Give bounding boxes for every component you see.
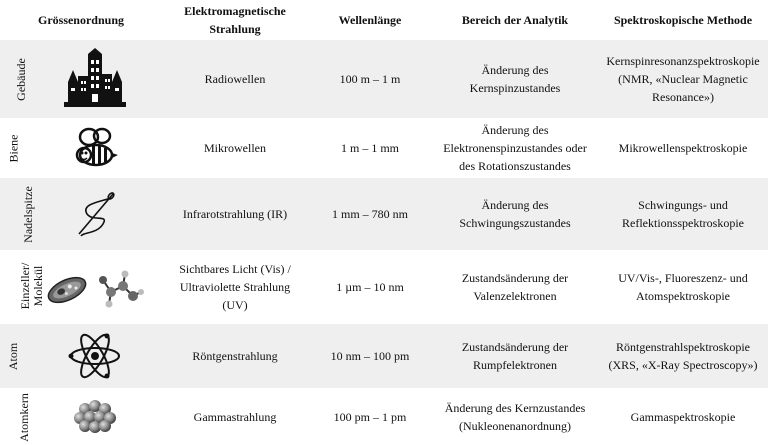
icon-cell (28, 178, 162, 250)
row-label-cell (0, 40, 28, 118)
radiation-cell: Sichtbares Licht (Vis) / Ultraviolette Strahlung (UV) (162, 250, 308, 324)
method-cell: Schwingungs- und Reflektionsspektroskopie (598, 178, 768, 250)
wavelength-cell: 100 pm – 1 pm (308, 388, 432, 445)
row-label: Biene (6, 134, 21, 163)
row-label-cell (0, 324, 28, 388)
icon-cell (28, 118, 162, 178)
radiation-cell: Mikrowellen (162, 118, 308, 178)
icon-cell (28, 40, 162, 118)
building-icon (64, 48, 126, 110)
analytics-cell: Zustandsänderung der Rumpfelektronen (432, 324, 598, 388)
wavelength-cell: 10 nm – 100 pm (308, 324, 432, 388)
icon-cell (28, 388, 162, 445)
wavelength-cell: 1 µm – 10 nm (308, 250, 432, 324)
header-method: Spektroskopische Methode (598, 0, 768, 40)
row-label: Gebäude (13, 58, 28, 101)
table-row (0, 250, 768, 324)
icon-cell (28, 250, 162, 324)
table-row (0, 324, 768, 388)
header-wavelength: Wellenlänge (308, 0, 432, 40)
wavelength-cell: 100 m – 1 m (308, 40, 432, 118)
method-cell: Gammaspektroskopie (598, 388, 768, 445)
method-cell: UV/Vis-, Fluoreszenz- und Atomspektroskopie (598, 250, 768, 324)
header-size-order: Grössenordnung (0, 0, 162, 40)
header-radiation: Elektromagnetische Strahlung (162, 0, 308, 40)
analytics-cell: Änderung des Kernspinzustandes (432, 40, 598, 118)
wavelength-cell: 1 mm – 780 nm (308, 178, 432, 250)
row-label-cell (0, 118, 28, 178)
header-analytics: Bereich der Analytik (432, 0, 598, 40)
analytics-cell: Änderung des Kernzustandes (Nukleonenanordnung) (432, 388, 598, 445)
row-label-cell (0, 178, 35, 250)
row-label: Atom (6, 342, 21, 371)
table-row (0, 178, 768, 250)
cell-molecule-icon (45, 262, 145, 312)
row-label: Nadelspitze (20, 186, 35, 243)
analytics-cell: Änderung des Elektronenspinzustandes oder des Rotationszustandes (432, 118, 598, 178)
bee-icon (72, 125, 118, 171)
wavelength-cell: 1 m – 1 mm (308, 118, 432, 178)
icon-cell (28, 324, 162, 388)
row-label-cell (0, 388, 31, 445)
method-cell: Kernspinresonanzspektroskopie (NMR, «Nuclear Magnetic Resonance») (598, 40, 768, 118)
radiation-cell: Radiowellen (162, 40, 308, 118)
method-cell: Röntgenstrahlspektroskopie (XRS, «X-Ray Spectroscopy») (598, 324, 768, 388)
table-row (0, 40, 768, 118)
table-row (0, 388, 768, 445)
radiation-cell: Infrarotstrahlung (IR) (162, 178, 308, 250)
radiation-cell: Röntgenstrahlung (162, 324, 308, 388)
table-row (0, 118, 768, 178)
header-row (0, 0, 768, 40)
needle-icon (69, 188, 121, 240)
analytics-cell: Zustandsänderung der Valenzelektronen (432, 250, 598, 324)
analytics-cell: Änderung des Schwingungszustandes (432, 178, 598, 250)
row-label: Atomkern (16, 392, 31, 442)
nucleus-icon (71, 397, 119, 437)
row-label: Einzeller/ Molekül (18, 262, 45, 310)
radiation-cell: Gammastrahlung (162, 388, 308, 445)
method-cell: Mikrowellenspektroskopie (598, 118, 768, 178)
atom-icon (68, 332, 122, 380)
row-label-cell (0, 250, 45, 324)
